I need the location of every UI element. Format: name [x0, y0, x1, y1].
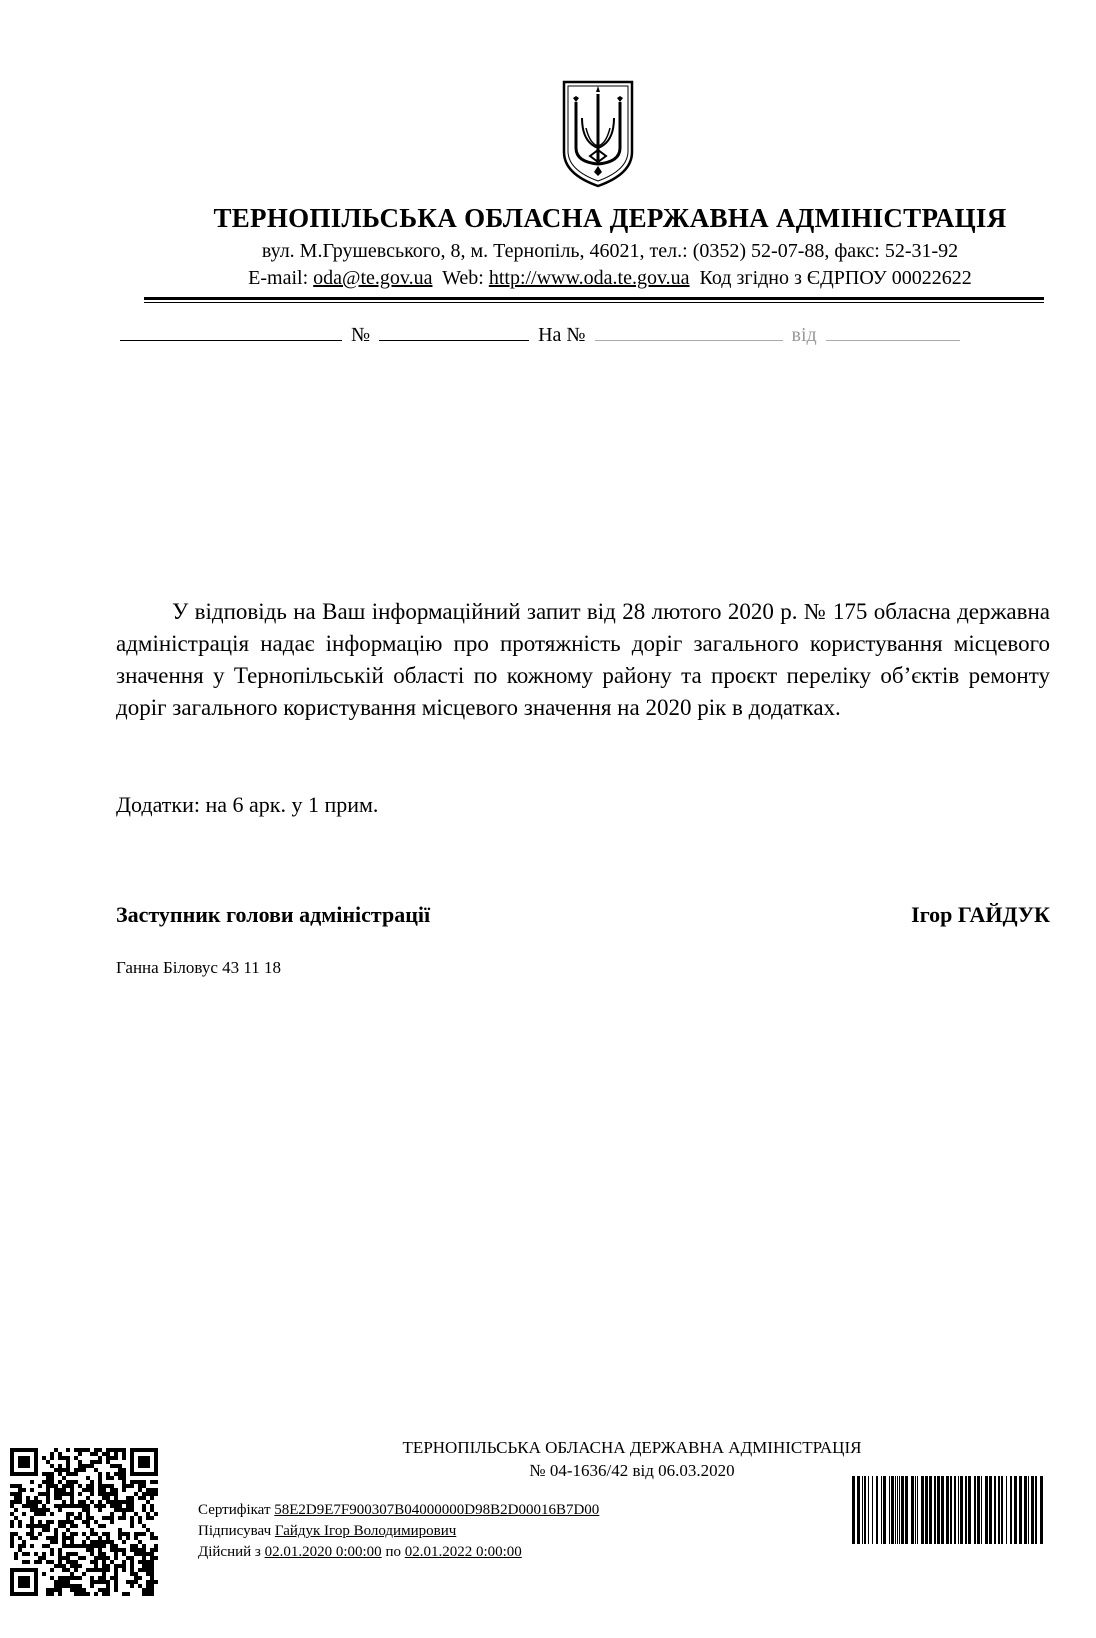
certificate-label: Сертифікат — [198, 1502, 271, 1518]
reply-to-label: На № — [538, 324, 586, 346]
stamp-organization: ТЕРНОПІЛЬСЬКА ОБЛАСНА ДЕРЖАВНА АДМІНІСТРАЦІЯ — [402, 1438, 862, 1457]
header-divider-thick — [144, 297, 1044, 300]
email-link[interactable]: oda@te.gov.ua — [313, 267, 433, 289]
email-label: E-mail: — [248, 267, 309, 289]
web-link[interactable]: http://www.oda.te.gov.ua — [488, 267, 690, 289]
certificate-line — [198, 1502, 599, 1519]
header-divider-thin — [144, 302, 1044, 303]
qr-code-icon — [10, 1448, 158, 1596]
signer-line — [198, 1523, 456, 1540]
edrpou-code: Код згідно з ЄДРПОУ 00022622 — [699, 267, 972, 289]
executor-contact: Ганна Біловус 43 11 18 — [116, 958, 282, 977]
number-label: № — [351, 324, 371, 346]
letter-body — [116, 596, 1050, 724]
organization-title: ТЕРНОПІЛЬСЬКА ОБЛАСНА ДЕРЖАВНА АДМІНІСТРАЦІЯ — [213, 203, 1007, 233]
trident-coat-of-arms-icon — [560, 78, 636, 190]
from-label: від — [791, 324, 817, 346]
valid-to-label: по — [385, 1544, 401, 1560]
signer-value: Гайдук Ігор Володимирович — [274, 1523, 457, 1539]
body-paragraph: У відповідь на Ваш інформаційний запит від 28 лютого 2020 р. № 175 обласна державна адміністрація надає інформацію про протяжність доріг загального користування місцевого значення у Тернопільській області по кожному району та проєкт переліку об’єктів ремонту доріг загального користування місцевого значення на 2020 рік в додатках. — [116, 599, 1050, 720]
valid-from-value: 02.01.2020 0:00:00 — [264, 1544, 382, 1560]
signer-label: Підписувач — [198, 1523, 272, 1539]
certificate-value: 58E2D9E7F900307B04000000D98B2D00016B7D00 — [274, 1502, 600, 1518]
valid-to-value: 02.01.2022 0:00:00 — [404, 1544, 522, 1560]
attachments-note: Додатки: на 6 арк. у 1 прим. — [116, 792, 379, 817]
validity-line — [198, 1544, 522, 1561]
incoming-date-blank — [826, 320, 960, 341]
barcode-icon — [852, 1476, 1044, 1544]
signer-name: Ігор ГАЙДУК — [911, 902, 1050, 927]
outgoing-date-blank — [120, 320, 342, 341]
incoming-number-blank — [595, 320, 783, 341]
organization-contacts — [0, 267, 1096, 290]
web-label: Web: — [442, 267, 484, 289]
signer-position: Заступник голови адміністрації — [116, 902, 431, 927]
reference-line — [116, 320, 964, 347]
valid-from-label: Дійсний з — [198, 1544, 261, 1560]
stamp-registration-number: № 04-1636/42 від 06.03.2020 — [529, 1461, 735, 1480]
organization-address: вул. М.Грушевського, 8, м. Тернопіль, 46021, тел.: (0352) 52-07-88, факс: 52-31-92 — [261, 240, 959, 262]
outgoing-number-blank — [379, 320, 529, 341]
